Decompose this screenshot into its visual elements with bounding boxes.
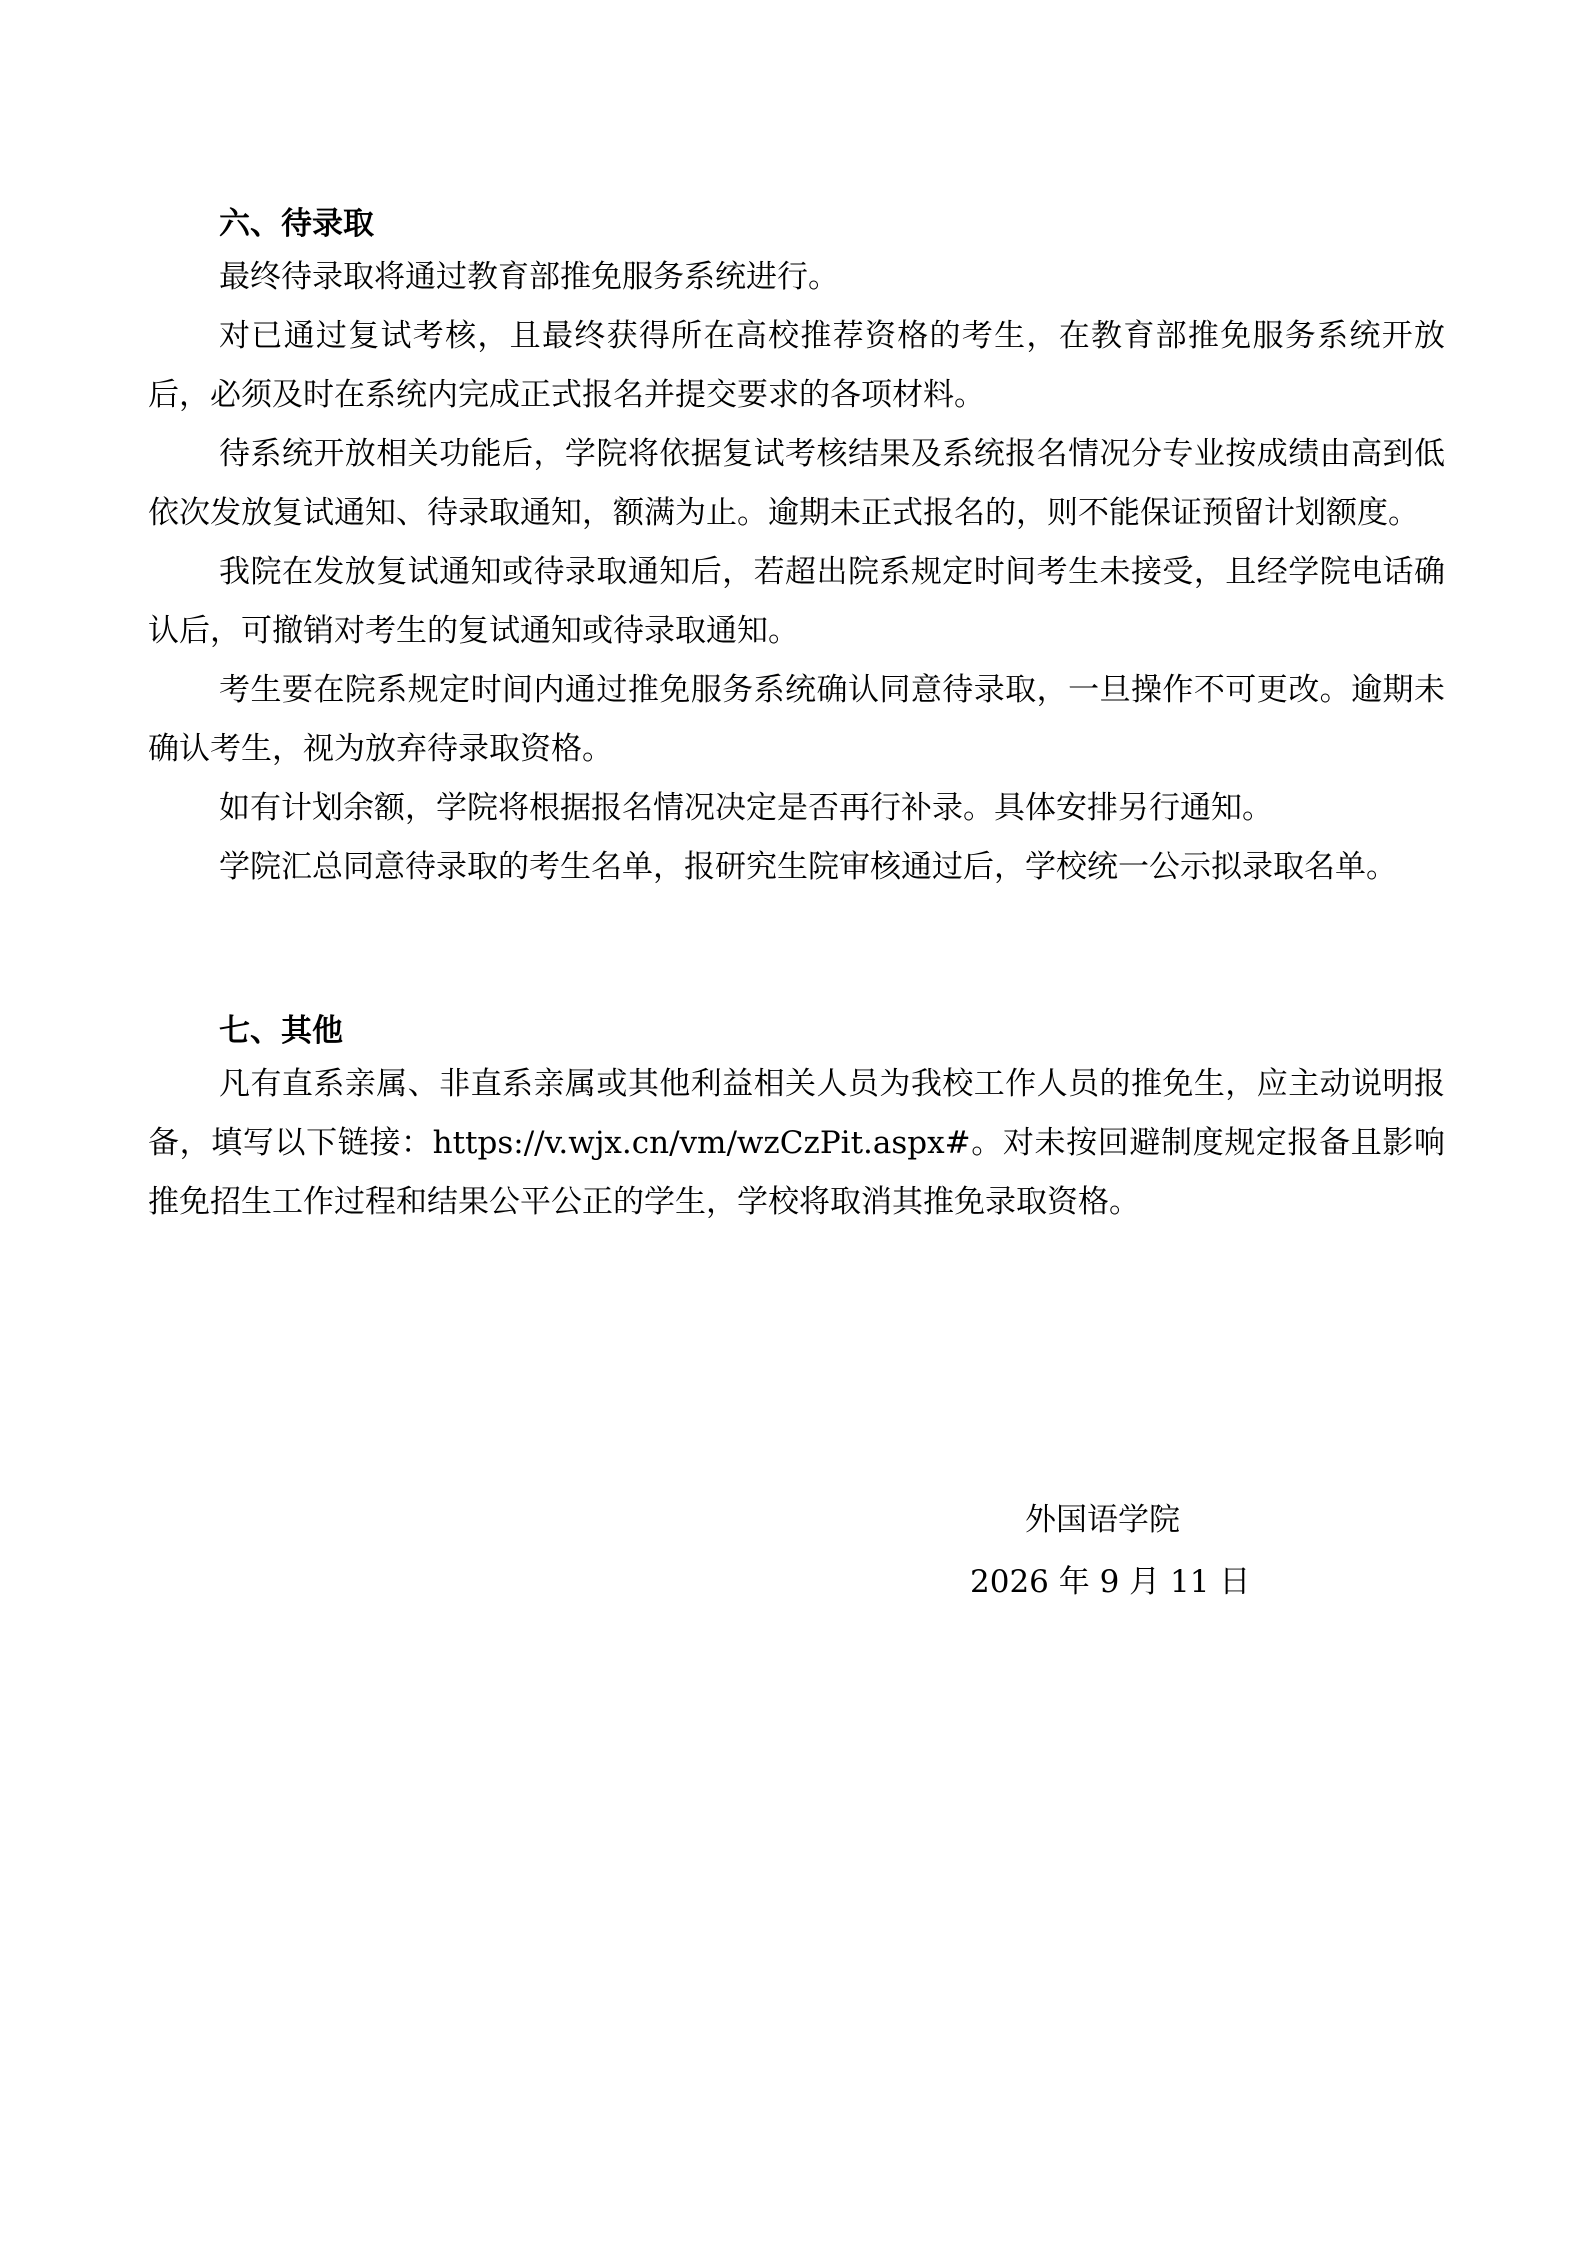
signature-date: 2026 年 9 月 11 日 [970, 1564, 1251, 1600]
section-heading-pending-admission: 六、待录取 [219, 206, 374, 242]
paragraph: 学院汇总同意待录取的考生名单，报研究生院审核通过后，学校统一公示拟录取名单。 [219, 849, 1397, 885]
document-body [148, 200, 1445, 1232]
paragraph: 最终待录取将通过教育部推免服务系统进行。 [219, 259, 839, 295]
paragraph: 对已通过复试考核，且最终获得所在高校推荐资格的考生，在教育部推免服务系统开放后，必须及时在系统内完成正式报名并提交要求的各项材料。 [148, 318, 1445, 413]
signature-block [0, 1495, 1587, 1625]
section-heading-other: 七、其他 [219, 1013, 343, 1049]
section-spacer [148, 897, 1445, 1007]
paragraph: 我院在发放复试通知或待录取通知后，若超出院系规定时间考生未接受，且经学院电话确认后，可撤销对考生的复试通知或待录取通知。 [148, 554, 1445, 649]
signature-organization: 外国语学院 [1025, 1502, 1180, 1538]
paragraph: 待系统开放相关功能后，学院将依据复试考核结果及系统报名情况分专业按成绩由高到低依次发放复试通知、待录取通知，额满为止。逾期未正式报名的，则不能保证预留计划额度。 [148, 436, 1445, 531]
paragraph: 考生要在院系规定时间内通过推免服务系统确认同意待录取，一旦操作不可更改。逾期未确认考生，视为放弃待录取资格。 [148, 672, 1445, 767]
paragraph: 如有计划余额，学院将根据报名情况决定是否再行补录。具体安排另行通知。 [219, 790, 1273, 826]
paragraph-disclosure: 凡有直系亲属、非直系亲属或其他利益相关人员为我校工作人员的推免生，应主动说明报备，填写以下链接：https://v.wjx.cn/vm/wzCzPit.aspx#。对未按回避制度规定报备且影响推免招生工作过程和结果公平公正的学生，学校将取消其推免录取资格。 [148, 1066, 1445, 1220]
